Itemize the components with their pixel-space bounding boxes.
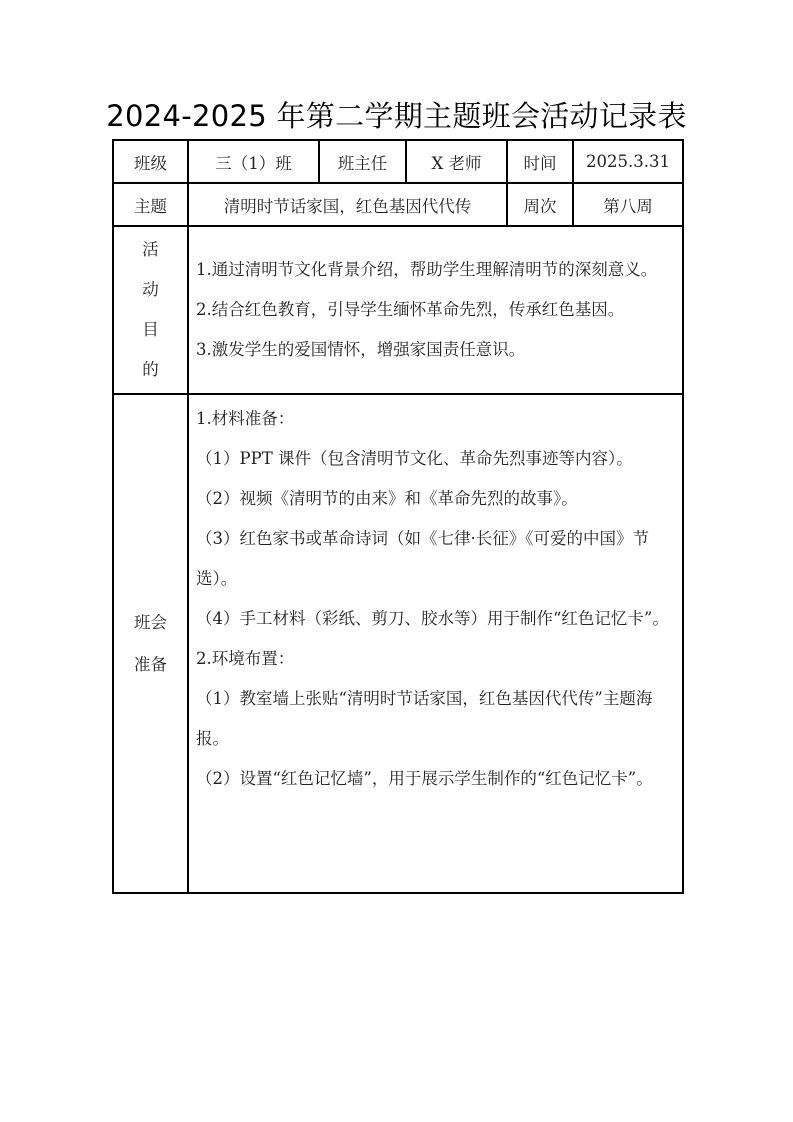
preparation-line: （4）手工材料（彩纸、剪刀、胶水等）用于制作“红色记忆卡”。 bbox=[196, 609, 669, 628]
preparation-line: 2.环境布置： bbox=[196, 649, 295, 668]
theme-row bbox=[113, 183, 683, 226]
purpose-row bbox=[113, 226, 683, 394]
preparation-line: （3）红色家书或革命诗词（如《七律·长征》《可爱的中国》节选）。 bbox=[196, 529, 649, 588]
class-value: 三（1）班 bbox=[188, 140, 319, 183]
week-value: 第八周 bbox=[573, 183, 683, 226]
purpose-label-char: 动 bbox=[142, 280, 159, 299]
preparation-line: （1）PPT 课件（包含清明节文化、革命先烈事迹等内容）。 bbox=[196, 449, 633, 468]
info-row bbox=[113, 140, 683, 183]
preparation-line: （2）设置“红色记忆墙”，用于展示学生制作的“红色记忆卡”。 bbox=[196, 769, 653, 788]
preparation-content bbox=[188, 394, 683, 893]
record-table bbox=[112, 139, 684, 894]
purpose-label-char: 活 bbox=[142, 240, 159, 259]
purpose-content bbox=[188, 226, 683, 394]
purpose-label-char: 的 bbox=[142, 360, 159, 379]
page-title: 2024-2025 年第二学期主题班会活动记录表 bbox=[106, 99, 687, 133]
teacher-label: 班主任 bbox=[319, 140, 406, 183]
preparation-row bbox=[113, 394, 683, 893]
preparation-label-line: 班会 bbox=[134, 612, 167, 632]
purpose-item: 1.通过清明节文化背景介绍，帮助学生理解清明节的深刻意义。 bbox=[196, 260, 658, 279]
preparation-line: 1.材料准备： bbox=[196, 409, 295, 428]
theme-label: 主题 bbox=[113, 183, 188, 226]
preparation-line: （1）教室墙上张贴“清明时节话家国，红色基因代代传”主题海报。 bbox=[196, 689, 653, 748]
time-label: 时间 bbox=[507, 140, 573, 183]
preparation-label bbox=[113, 394, 188, 893]
class-label: 班级 bbox=[113, 140, 188, 183]
time-value: 2025.3.31 bbox=[573, 140, 683, 183]
purpose-item: 3.激发学生的爱国情怀，增强家国责任意识。 bbox=[196, 340, 526, 359]
theme-value: 清明时节话家国，红色基因代代传 bbox=[188, 183, 507, 226]
preparation-label-line: 准备 bbox=[134, 654, 167, 674]
purpose-item: 2.结合红色教育，引导学生缅怀革命先烈，传承红色基因。 bbox=[196, 300, 625, 319]
week-label: 周次 bbox=[507, 183, 573, 226]
preparation-line: （2）视频《清明节的由来》和《革命先烈的故事》。 bbox=[196, 489, 578, 508]
purpose-label-char: 目 bbox=[142, 320, 159, 339]
purpose-label bbox=[113, 226, 188, 394]
teacher-value: X 老师 bbox=[406, 140, 507, 183]
